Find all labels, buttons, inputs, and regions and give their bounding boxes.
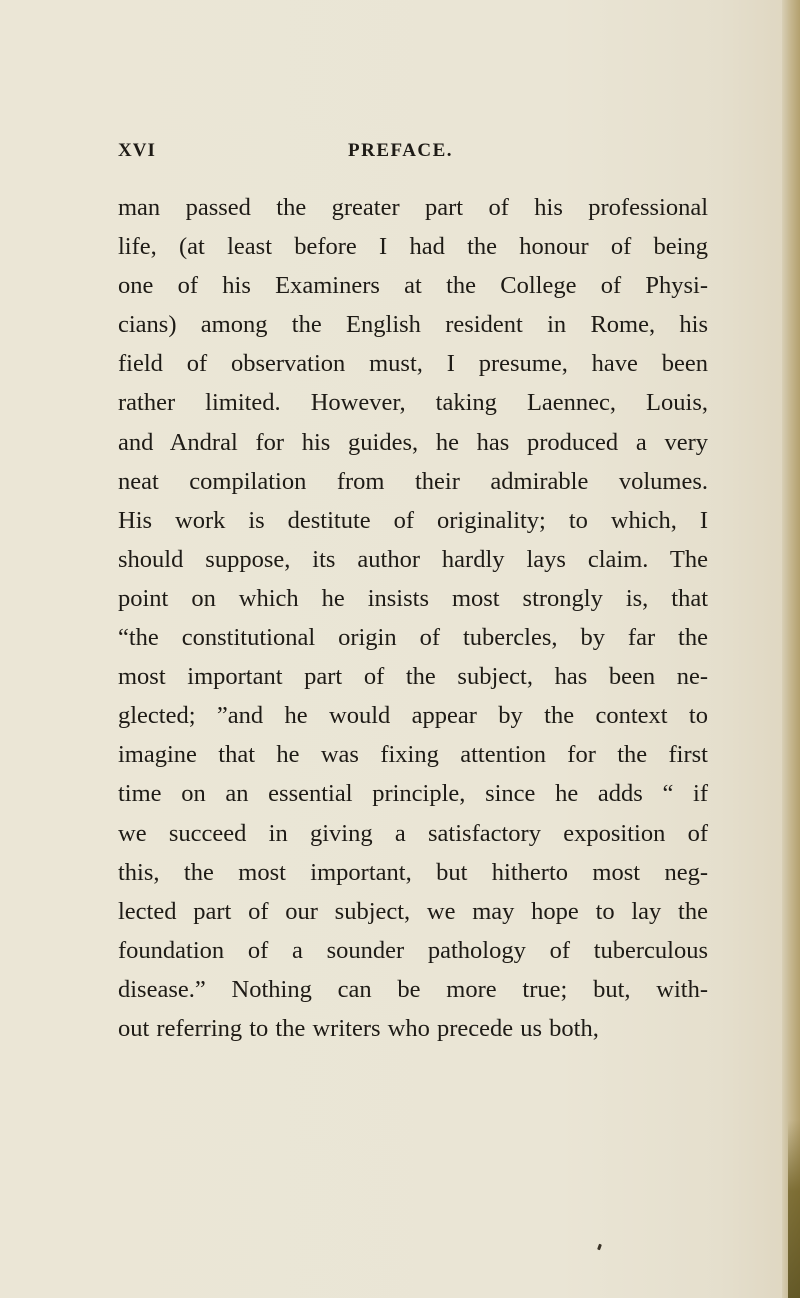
text-line: cians) among the English resident in Rome, his bbox=[118, 311, 708, 339]
body-text bbox=[118, 188, 708, 1048]
text-line: this, the most important, but hitherto most neg- bbox=[118, 858, 708, 886]
text-line: field of observation must, I presume, have been bbox=[118, 350, 708, 378]
text-line: should suppose, its author hardly lays claim. The bbox=[118, 545, 708, 573]
text-line: we succeed in giving a satisfactory exposition of bbox=[118, 819, 708, 847]
text-line: glected; ”and he would appear by the context to bbox=[118, 702, 708, 730]
text-line: and Andral for his guides, he has produced a very bbox=[118, 428, 708, 456]
text-line: most important part of the subject, has been ne- bbox=[118, 663, 708, 691]
text-line: one of his Examiners at the College of Physi- bbox=[118, 272, 708, 300]
text-line: lected part of our subject, we may hope to lay the bbox=[118, 897, 708, 925]
page-number: XVI bbox=[118, 140, 156, 161]
text-line: neat compilation from their admirable volumes. bbox=[118, 467, 708, 495]
running-head-title: PREFACE. bbox=[348, 140, 454, 161]
page-edge bbox=[782, 0, 800, 1298]
text-line: point on which he insists most strongly is, that bbox=[118, 584, 708, 612]
text-line: time on an essential principle, since he adds “ if bbox=[118, 780, 708, 808]
running-head bbox=[118, 140, 718, 170]
text-line: out referring to the writers who precede us both, bbox=[118, 1014, 599, 1042]
text-line: disease.” Nothing can be more true; but, with- bbox=[118, 975, 708, 1003]
page-edge-shadow bbox=[788, 1120, 800, 1298]
text-line: His work is destitute of originality; to which, I bbox=[118, 506, 708, 534]
text-line: “the constitutional origin of tubercles, by far the bbox=[118, 624, 708, 652]
text-line: rather limited. However, taking Laennec, Louis, bbox=[118, 389, 708, 417]
text-line: life, (at least before I had the honour of being bbox=[118, 233, 708, 261]
text-line: foundation of a sounder pathology of tuberculous bbox=[118, 936, 708, 964]
text-line: man passed the greater part of his professional bbox=[118, 194, 708, 221]
text-line: imagine that he was fixing attention for the first bbox=[118, 741, 708, 769]
